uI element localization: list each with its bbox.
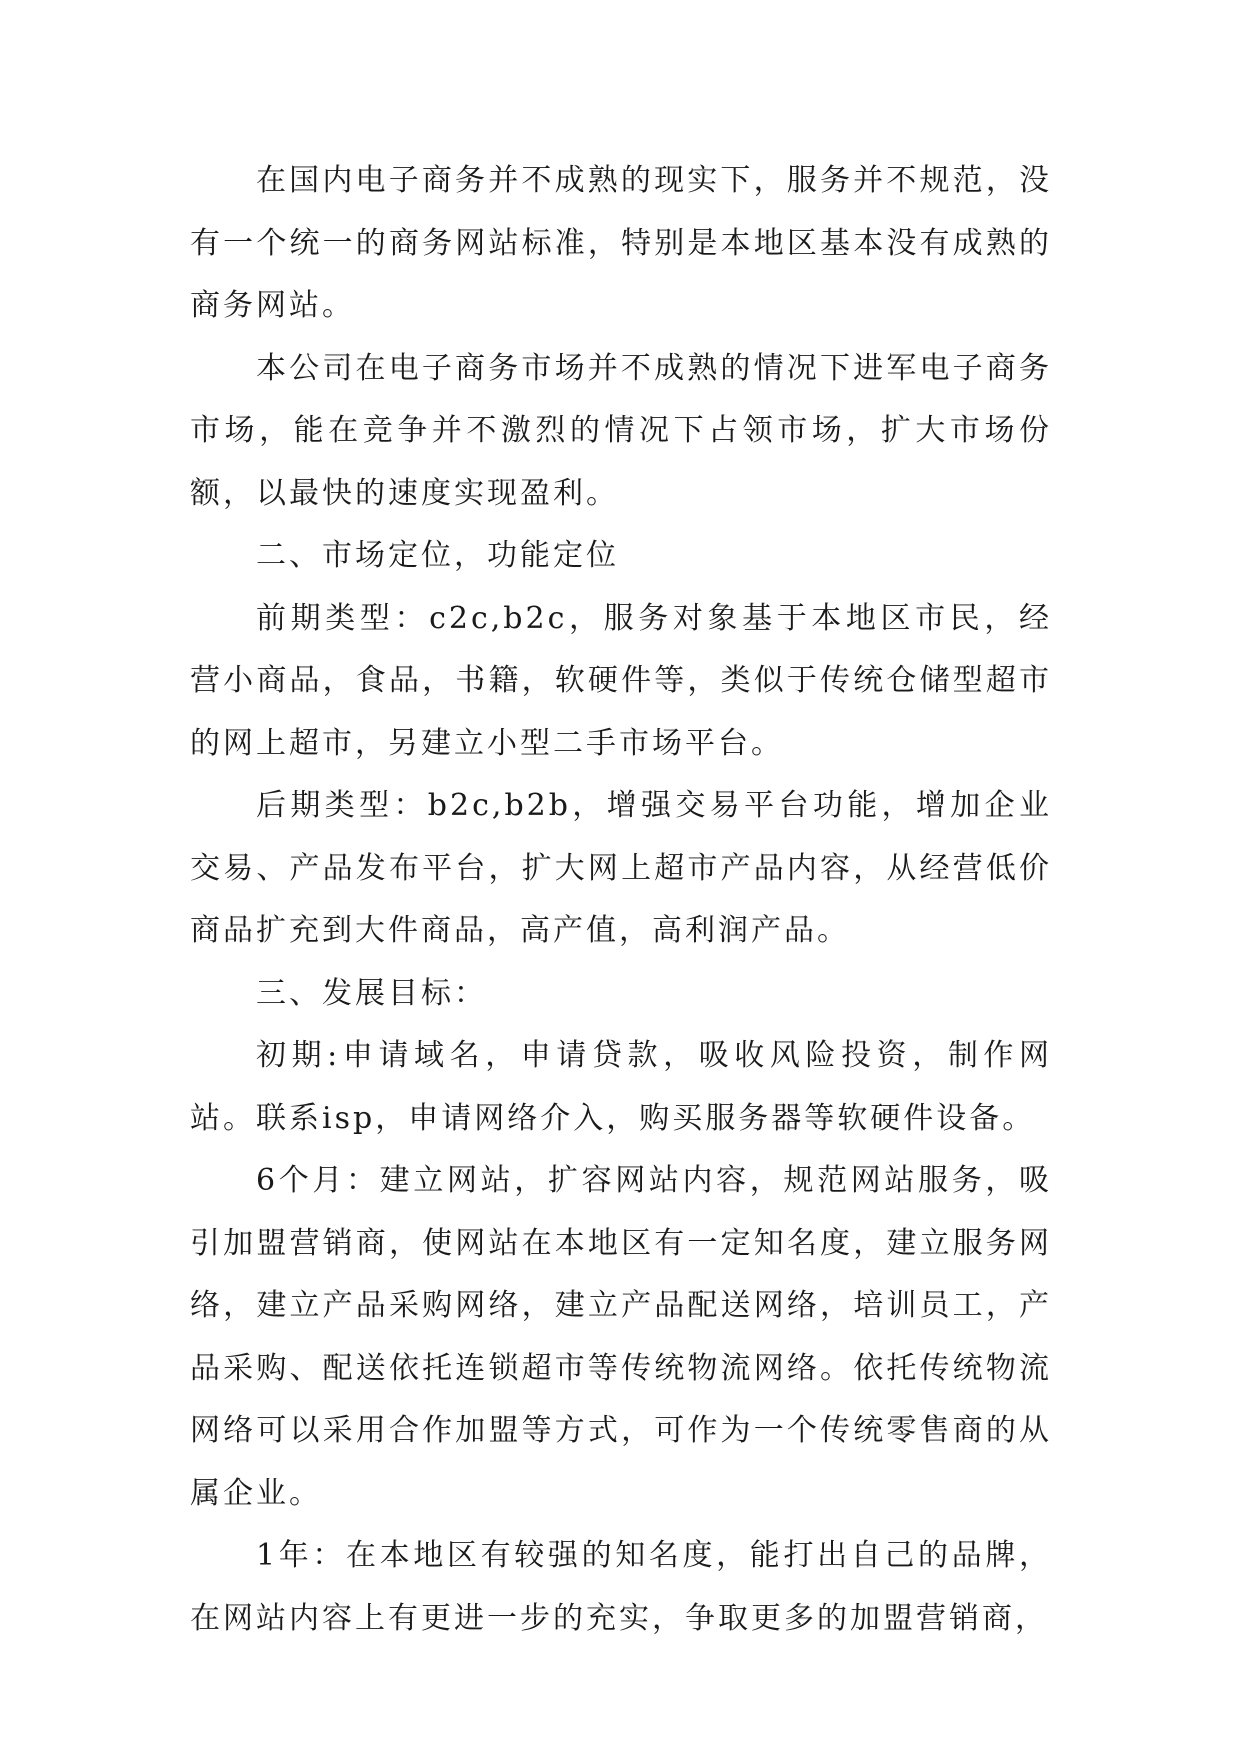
section-heading-positioning: 二、市场定位，功能定位 [256,538,619,573]
paragraph-one-year: 1年：在本地区有较强的知名度，能打出自己的品牌，在网站内容上有更进一步的充实，争取更多的加盟营销商， [190,1538,1052,1636]
section-heading-goals: 三、发展目标： [256,975,487,1011]
paragraph-early-type: 前期类型：c2c,b2c，服务对象基于本地区市民，经营小商品，食品，书籍，软硬件等，类似于传统仓储型超市的网上超市，另建立小型二手市场平台。 [190,600,1052,761]
paragraph-company-strategy: 本公司在电子商务市场并不成熟的情况下进军电子商务市场，能在竞争并不激烈的情况下占领市场，扩大市场份额，以最快的速度实现盈利。 [190,350,1052,511]
document-body [190,150,1052,1650]
paragraph-six-months: 6个月：建立网站，扩容网站内容，规范网站服务，吸引加盟营销商，使网站在本地区有一定知名度，建立服务网络，建立产品采购网络，建立产品配送网络，培训员工，产品采购、配送依托连锁超市等传统物流网络。依托传统物流网络可以采用合作加盟等方式，可作为一个传统零售商的从属企业。 [190,1163,1052,1511]
paragraph-market-context: 在国内电子商务并不成熟的现实下，服务并不规范，没有一个统一的商务网站标准，特别是本地区基本没有成熟的商务网站。 [190,163,1052,323]
paragraph-later-type: 后期类型：b2c,b2b，增强交易平台功能，增加企业交易、产品发布平台，扩大网上超市产品内容，从经营低价商品扩充到大件商品，高产值，高利润产品。 [190,788,1052,948]
paragraph-initial-phase: 初期:申请域名，申请贷款，吸收风险投资，制作网站。联系isp，申请网络介入，购买服务器等软硬件设备。 [190,1038,1052,1136]
